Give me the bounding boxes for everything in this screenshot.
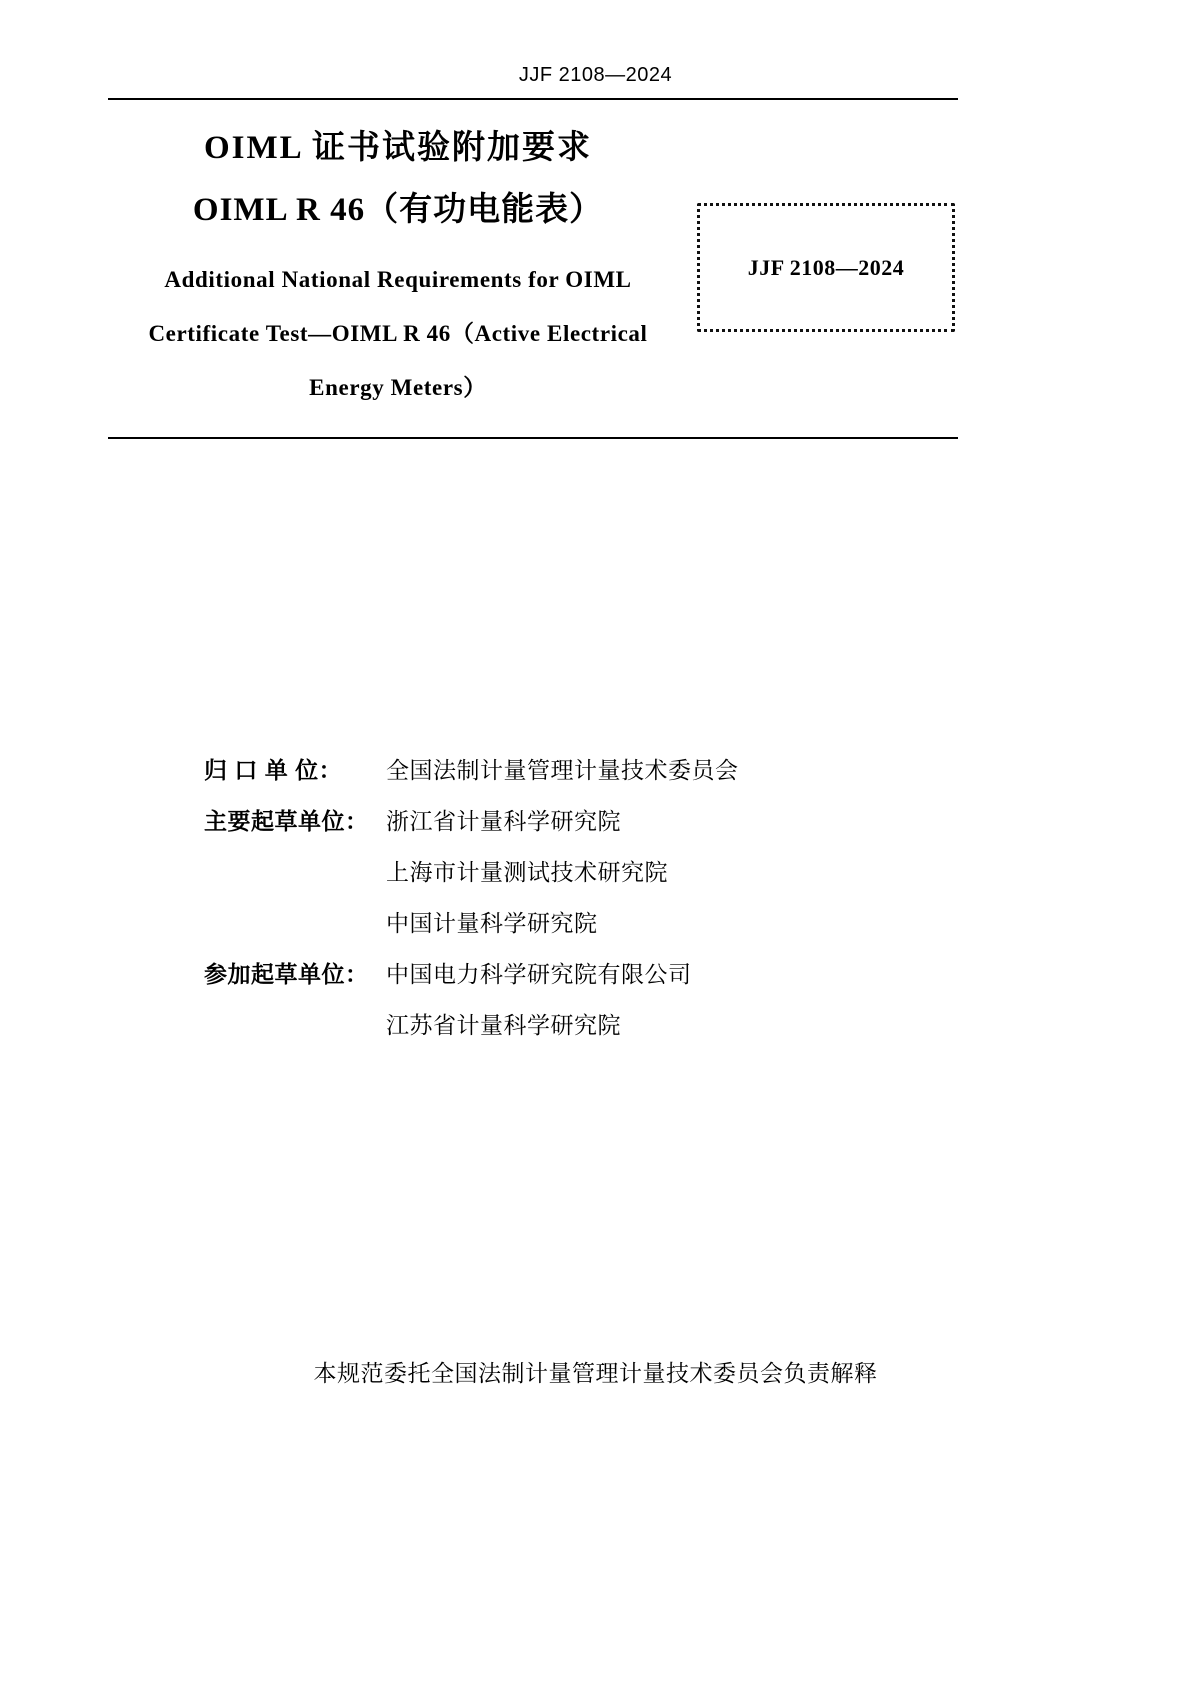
title-english-line-3: Energy Meters） xyxy=(309,375,487,401)
header-divider-top xyxy=(108,98,958,100)
standard-code-stamp-box xyxy=(697,203,955,332)
credit-value-main-drafting-unit-2: 上海市计量测试技术研究院 xyxy=(386,859,668,885)
title-english-line-1: Additional National Requirements for OIML xyxy=(164,267,632,292)
credit-row xyxy=(204,854,964,887)
interpretation-note: 本规范委托全国法制计量管理计量技术委员会负责解释 xyxy=(313,1360,878,1386)
header-divider-bottom xyxy=(108,437,958,439)
credit-label-main-drafting-units: 主要起草单位： xyxy=(204,808,369,834)
credit-row xyxy=(204,905,964,938)
stamp-standard-code: JJF 2108—2024 xyxy=(747,254,905,280)
title-chinese-line-1: OIML 证书试验附加要求 xyxy=(203,130,593,166)
title-english-line-2: Certificate Test—OIML R 46（Active Electrical xyxy=(148,321,648,347)
credit-label-participating-drafting-units: 参加起草单位： xyxy=(204,961,369,987)
credits-block xyxy=(204,752,964,1058)
credit-value-main-drafting-unit-1: 浙江省计量科学研究院 xyxy=(386,808,621,834)
credit-value-participating-drafting-unit-1: 中国电力科学研究院有限公司 xyxy=(386,961,692,987)
credit-row xyxy=(204,752,964,785)
credit-label-administering-unit: 归 口 单 位： xyxy=(204,757,343,783)
page-header-standard-code: JJF 2108—2024 xyxy=(518,64,673,86)
credit-value-participating-drafting-unit-2: 江苏省计量科学研究院 xyxy=(386,1012,621,1038)
credit-row xyxy=(204,956,964,989)
title-block xyxy=(108,124,688,415)
credit-row xyxy=(204,1007,964,1040)
credit-value-main-drafting-unit-3: 中国计量科学研究院 xyxy=(386,910,598,936)
credit-value-administering-unit: 全国法制计量管理计量技术委员会 xyxy=(386,757,739,783)
title-chinese-line-2: OIML R 46（有功电能表） xyxy=(192,191,604,228)
credit-row xyxy=(204,803,964,836)
